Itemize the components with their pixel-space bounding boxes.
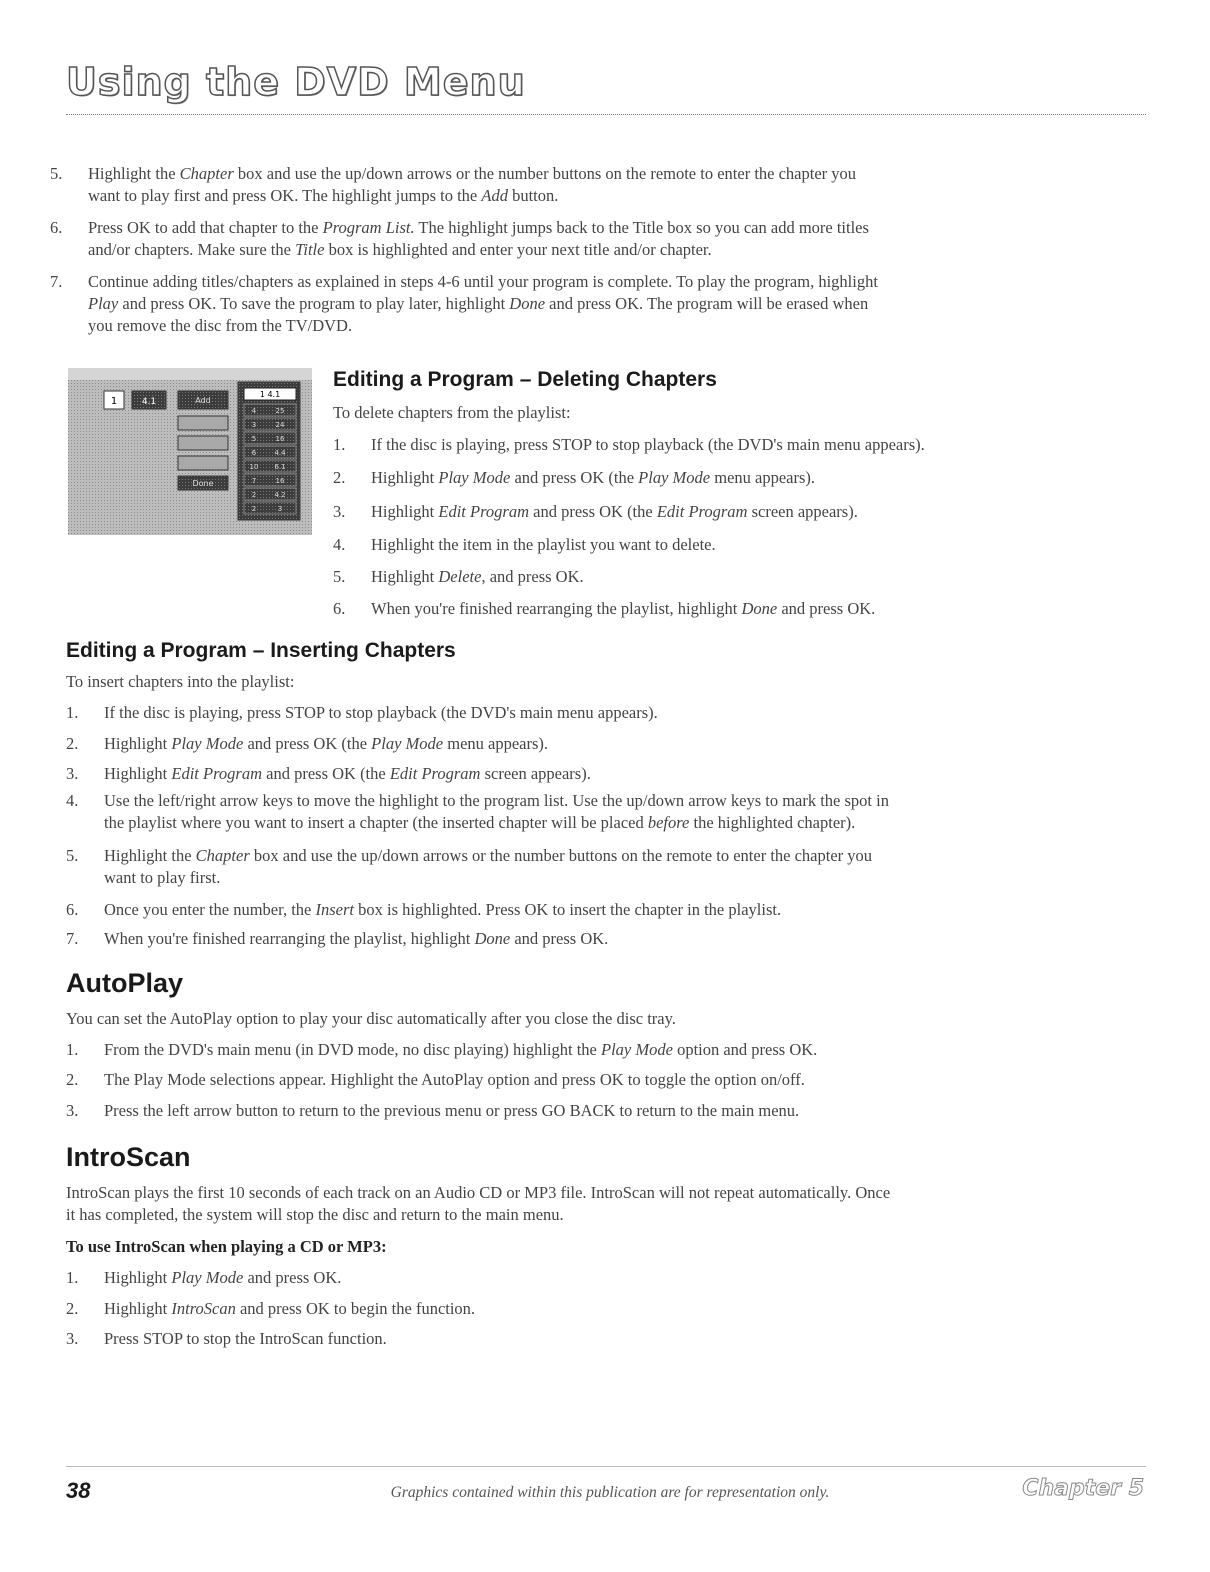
emphasis: before [647, 813, 690, 832]
program-list-cell: 6.1 [274, 463, 286, 471]
step-number: 7. [50, 272, 63, 291]
text-span: and press OK. To save the program to play later, highlight [118, 294, 510, 313]
step-text: Press the left arrow button to return to the previous menu or press GO BACK to return to the main menu. [104, 1101, 800, 1120]
title-box-value: 1 [110, 396, 118, 407]
text-span: you remove the disc from the TV/DVD. [88, 316, 353, 335]
step-text [104, 1298, 1154, 1320]
program-list-cell: 6 [251, 449, 257, 457]
program-list-cell: 4 [251, 407, 257, 415]
program-list-cell: 3 [251, 421, 257, 429]
program-list-cell: 16 [275, 435, 285, 443]
emphasis: Play Mode [371, 734, 444, 753]
text-span: the playlist where you want to insert a chapter (the inserted chapter will be placed [104, 813, 648, 832]
step-number: 6. [333, 599, 346, 618]
step-number: 2. [66, 1070, 79, 1089]
emphasis: IntroScan [171, 1299, 236, 1318]
emphasis: Play Mode [171, 734, 244, 753]
list-item [66, 1328, 1156, 1350]
step-number: 4. [333, 535, 346, 554]
step-text [88, 217, 1148, 261]
text-span: want to play first. [104, 868, 221, 887]
list-item [66, 1069, 1156, 1091]
program-list-cell: 4.4 [274, 449, 286, 457]
list-item [66, 928, 1156, 950]
emphasis: Chapter [179, 164, 234, 183]
list-item [333, 598, 1153, 620]
step-number: 6. [50, 218, 63, 237]
program-list-cell: 25 [275, 407, 285, 415]
text-span: The highlight jumps back to the Title box so you can add more titles [414, 218, 869, 237]
menu-button [178, 456, 228, 470]
emphasis: Edit Program [438, 502, 529, 521]
step-number: 4. [66, 791, 79, 810]
program-list-cell: 7 [251, 477, 257, 485]
page-header-title: Using the DVD Menu [66, 60, 526, 104]
text-span: When you're finished rearranging the playlist, highlight [104, 929, 475, 948]
step-number: 5. [50, 164, 63, 183]
text-span: box and use the up/down arrows or the number buttons on the remote to enter the chapter you [233, 164, 857, 183]
text-span: Highlight [104, 1299, 172, 1318]
text-span: and press OK. [510, 929, 609, 948]
list-item [66, 733, 1156, 755]
text-span: Highlight [104, 764, 172, 783]
text-span: button. [507, 186, 559, 205]
text-span: Highlight the [88, 164, 180, 183]
footer-divider [66, 1466, 1146, 1467]
text-span: IntroScan plays the first 10 seconds of each track on an Audio CD or MP3 file. IntroScan will not repeat automatically. Once [66, 1183, 891, 1202]
text-span: and press OK (the [529, 502, 657, 521]
step-text [104, 763, 1154, 785]
inserting-intro: To insert chapters into the playlist: [66, 672, 295, 691]
step-text [371, 501, 1151, 523]
step-text: Press STOP to stop the IntroScan function. [104, 1329, 387, 1348]
step-number: 5. [333, 567, 346, 586]
step-number: 1. [66, 703, 79, 722]
step-text: If the disc is playing, press STOP to stop playback (the DVD's main menu appears). [104, 703, 658, 722]
text-span: menu appears). [443, 734, 549, 753]
section-heading-autoplay: AutoPlay [66, 968, 184, 998]
emphasis: Play Mode [171, 1268, 244, 1287]
list-item [66, 1267, 1156, 1289]
program-list-cell: 24 [275, 421, 285, 429]
list-item [66, 763, 1156, 785]
introscan-description [66, 1182, 1156, 1226]
step-number: 3. [333, 502, 346, 521]
page-number: 38 [66, 1478, 91, 1503]
text-span: Use the left/right arrow keys to move the highlight to the program list. Use the up/down arrow keys to mark the spot in [104, 791, 889, 810]
text-span: and press OK to begin the function. [235, 1299, 476, 1318]
chapter-box-value: 4.1 [141, 397, 157, 407]
list-item [66, 1039, 1156, 1061]
text-span: box is highlighted and enter your next title and/or chapter. [324, 240, 712, 259]
step-text [104, 790, 1154, 834]
step-number: 2. [66, 734, 79, 753]
text-span: When you're finished rearranging the playlist, highlight [371, 599, 742, 618]
text-span: From the DVD's main menu (in DVD mode, no disc playing) highlight the [104, 1040, 601, 1059]
autoplay-intro: You can set the AutoPlay option to play your disc automatically after you close the disc tray. [66, 1009, 676, 1028]
text-span: option and press OK. [672, 1040, 818, 1059]
list-item [66, 790, 1156, 834]
program-list-cell: 16 [275, 477, 285, 485]
step-text [104, 1267, 1154, 1289]
text-span: and press OK. [243, 1268, 342, 1287]
step-number: 1. [333, 435, 346, 454]
text-span: Once you enter the number, the [104, 900, 316, 919]
step-number: 5. [66, 846, 79, 865]
text-span: Highlight [371, 468, 439, 487]
text-span: Highlight [104, 734, 172, 753]
text-span: screen appears). [480, 764, 591, 783]
step-text: The Play Mode selections appear. Highlight the AutoPlay option and press OK to toggle the option on/off. [104, 1070, 805, 1089]
step-text [104, 845, 1154, 889]
list-item [50, 271, 1150, 337]
emphasis: Title [295, 240, 325, 259]
emphasis: Program List. [322, 218, 415, 237]
footer-note: Graphics contained within this publication are for representation only. [390, 1484, 830, 1501]
text-span: want to play first and press OK. The highlight jumps to the [88, 186, 482, 205]
step-text [88, 271, 1148, 337]
text-span: screen appears). [747, 502, 858, 521]
text-span: and press OK. [777, 599, 876, 618]
emphasis: Delete [438, 567, 482, 586]
text-span: , and press OK. [481, 567, 584, 586]
program-list-cell: 4.2 [274, 491, 286, 499]
step-number: 7. [66, 929, 79, 948]
emphasis: Done [509, 294, 546, 313]
list-item [66, 702, 1156, 724]
step-number: 1. [66, 1040, 79, 1059]
text-span: Highlight [104, 1268, 172, 1287]
list-item [333, 467, 1153, 489]
step-text [371, 598, 1151, 620]
text-span: the highlighted chapter). [689, 813, 856, 832]
step-text [104, 899, 1154, 921]
list-item [333, 534, 1153, 556]
emphasis: Add [481, 186, 508, 205]
list-item [333, 501, 1153, 523]
emphasis: Done [474, 929, 511, 948]
emphasis: Done [741, 599, 778, 618]
step-text [371, 467, 1151, 489]
section-heading-inserting: Editing a Program – Inserting Chapters [66, 639, 456, 662]
menu-button [178, 436, 228, 450]
text-span: it has completed, the system will stop the disc and return to the main menu. [66, 1205, 564, 1224]
program-list-header-text: 1 4.1 [259, 390, 281, 399]
step-text [371, 566, 1151, 588]
step-number: 3. [66, 1329, 79, 1348]
text-span: Continue adding titles/chapters as explained in steps 4-6 until your program is complete. To play the program, highlight [88, 272, 878, 291]
header-divider [66, 114, 1146, 115]
list-item [66, 845, 1156, 889]
step-number: 1. [66, 1268, 79, 1287]
program-list-cell: 10 [249, 463, 259, 471]
emphasis: Insert [315, 900, 354, 919]
text-span: and press OK (the [243, 734, 372, 753]
chapter-label: Chapter 5 [1022, 1476, 1144, 1501]
list-item [66, 899, 1156, 921]
list-item [333, 434, 1153, 456]
emphasis: Edit Program [389, 764, 481, 783]
text-span: Highlight [371, 567, 439, 586]
section-heading-introscan: IntroScan [66, 1142, 191, 1172]
section-heading-deleting: Editing a Program – Deleting Chapters [333, 368, 717, 391]
edit-program-screen-illustration [68, 368, 312, 535]
program-list-cell: 2 [251, 491, 257, 499]
text-span: Highlight the [104, 846, 196, 865]
text-span: and press OK (the [262, 764, 390, 783]
list-item [50, 217, 1150, 261]
list-item [333, 566, 1153, 588]
text-span: Highlight [371, 502, 439, 521]
deleting-intro: To delete chapters from the playlist: [333, 403, 571, 422]
text-span: and/or chapters. Make sure the [88, 240, 296, 259]
emphasis: Play Mode [438, 468, 511, 487]
step-number: 2. [333, 468, 346, 487]
text-span: and press OK. The program will be erased when [545, 294, 869, 313]
introscan-subheading: To use IntroScan when playing a CD or MP3: [66, 1237, 387, 1256]
text-span: and press OK (the [510, 468, 639, 487]
program-list-cell: 5 [251, 435, 257, 443]
step-text [88, 163, 1148, 207]
step-number: 3. [66, 764, 79, 783]
menu-button [178, 416, 228, 430]
step-text [104, 1039, 1154, 1061]
emphasis: Play Mode [638, 468, 711, 487]
add-button-label: Add [195, 396, 211, 405]
done-button-label: Done [192, 479, 214, 488]
step-text [104, 928, 1154, 950]
emphasis: Edit Program [656, 502, 748, 521]
emphasis: Play Mode [601, 1040, 673, 1059]
emphasis: Play [88, 294, 119, 313]
list-item [66, 1100, 1156, 1122]
text-span: menu appears). [710, 468, 816, 487]
list-item [50, 163, 1150, 207]
step-text: If the disc is playing, press STOP to stop playback (the DVD's main menu appears). [371, 435, 925, 454]
step-text [104, 733, 1154, 755]
screen-title-bar [68, 368, 312, 380]
emphasis: Edit Program [171, 764, 262, 783]
step-number: 2. [66, 1299, 79, 1318]
program-list [238, 382, 300, 520]
step-number: 6. [66, 900, 79, 919]
text-span: box and use the up/down arrows or the number buttons on the remote to enter the chapter you [249, 846, 873, 865]
text-span: box is highlighted. Press OK to insert the chapter in the playlist. [353, 900, 782, 919]
emphasis: Chapter [195, 846, 250, 865]
step-text: Highlight the item in the playlist you want to delete. [371, 535, 716, 554]
text-span: Press OK to add that chapter to the [88, 218, 323, 237]
program-list-cell: 3 [277, 505, 283, 513]
program-list-cell: 2 [251, 505, 257, 513]
step-number: 3. [66, 1101, 79, 1120]
list-item [66, 1298, 1156, 1320]
